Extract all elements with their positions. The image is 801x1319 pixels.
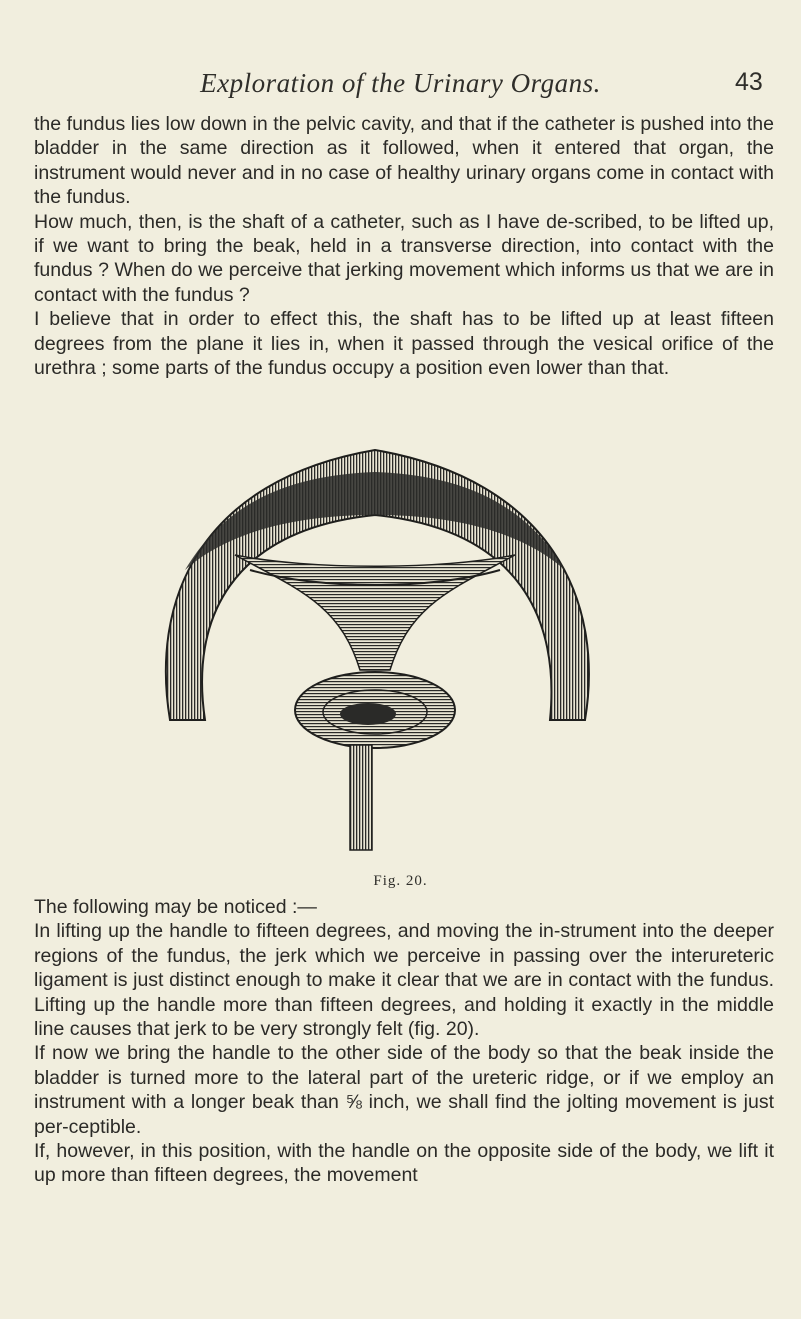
paragraph: If now we bring the handle to the other side of the body so that the beak inside the bladder is turned more to the lateral part of the ureteric ridge, or if we employ an instrument with a longer beak than ⅝ inch, we shall find the jolting movement is just per-ceptible. xyxy=(34,1042,774,1138)
paragraph: How much, then, is the shaft of a catheter, such as I have de-scribed, to be lifted up, if we want to bring the beak, held in a transverse direction, into contact with the fundus ? When do we perceive that jerking movement which informs us that we are in contact with the fundus ? xyxy=(34,210,774,306)
page-number: 43 xyxy=(735,68,763,96)
running-title: Exploration of the Urinary Organs. xyxy=(200,68,601,98)
paragraph: If, however, in this position, with the handle on the opposite side of the body, we lift it up more than fifteen degrees, the movement xyxy=(34,1140,774,1187)
page-header xyxy=(0,66,801,106)
body-text-bottom xyxy=(34,895,774,1188)
paragraph: In lifting up the handle to fifteen degrees, and moving the in-strument into the deeper regions of the fundus, the jerk which we perceive in passing over the interureteric ligament is just distinct enough to make it clear that we are in contact with the fundus. Lifting up the handle more than fifteen degrees, and holding it exactly in the middle line causes that jerk to be very strongly felt (fig. 20). xyxy=(34,920,774,1041)
trigone xyxy=(235,555,515,670)
paragraph: The following may be noticed :— xyxy=(34,896,317,918)
figure-caption: Fig. 20. xyxy=(373,873,428,889)
figure-illustration xyxy=(140,420,610,870)
body-text-top xyxy=(34,112,774,380)
paragraph: the fundus lies low down in the pelvic cavity, and that if the catheter is pushed into the bladder in the same direction as it followed, when it entered that organ, the instrument would never and in no case of healthy urinary organs come in contact with the fundus. xyxy=(34,113,774,209)
paragraph: I believe that in order to effect this, the shaft has to be lifted up at least fifteen degrees from the plane it lies in, when it passed through the vesical orifice of the urethra ; some parts of the fundus occupy a position even lower than that. xyxy=(34,308,774,380)
urethra xyxy=(350,745,372,850)
